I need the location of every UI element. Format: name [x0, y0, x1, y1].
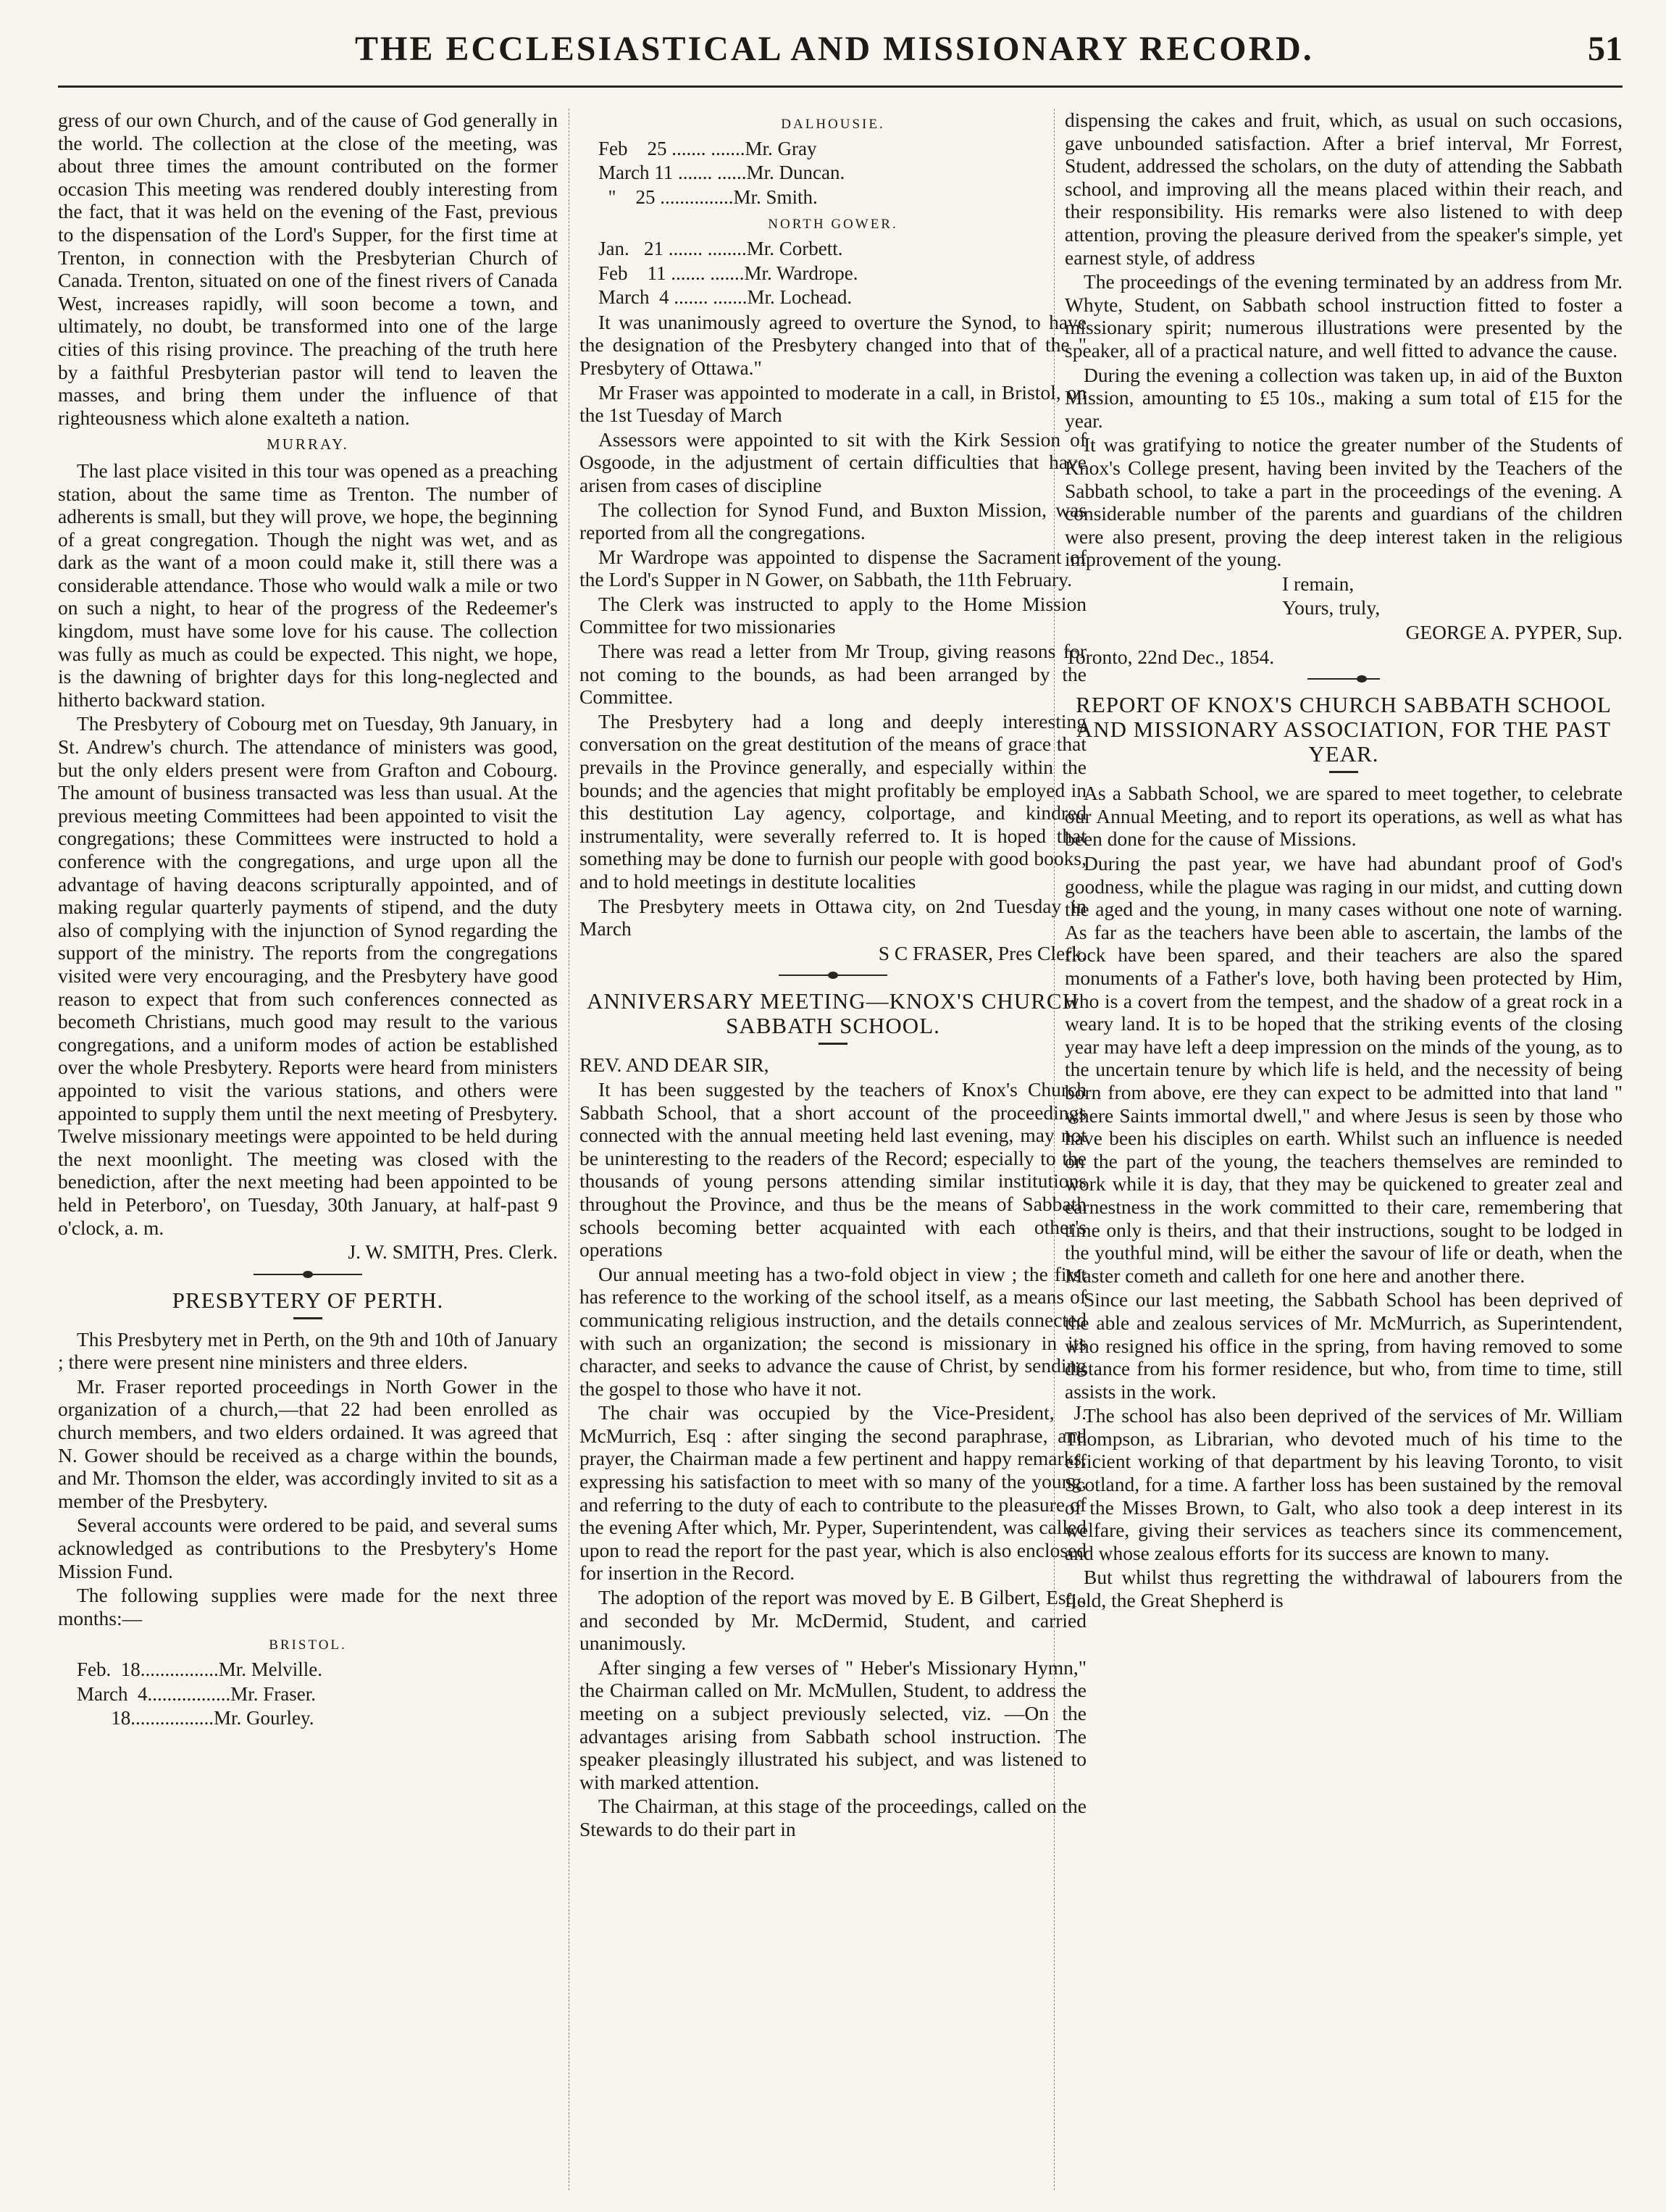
paragraph: There was read a letter from Mr Troup, giving reasons for not coming to the bounds, as had been arranged by the Committee.	[579, 640, 1087, 709]
closing-yours: Yours, truly,	[1282, 596, 1381, 619]
paragraph: Assessors were appointed to sit with the Kirk Session of Osgoode, in the adjustment of certain difficulties that have arisen from cases of discipline	[579, 427, 1087, 496]
paragraph: The Presbytery of Cobourg met on Tuesday, 9th January, in St. Andrew's church. The attendance of ministers was good, but the only elders present were from Grafton and Cobourg. The amount of business transacted was less than usual. At the previous meeting Committees had been appointed to visit the congregations; these Committees were instructed to hold a conference with the congregations, and urge upon all the advantage of having deacons scripturally appointed, and of making regular quarterly payments of stipend, and the duty also of complying with the injunction of Synod regarding the support of the ministry. The reports from the congregations visited were very encouraging, and the Presbytery have good reason to expect that from such conferences connected as becometh Christians, much good may result to the various congregations, and a uniform modes of action be established over the whole Presbytery. Reports were heard from ministers appointed to visit the various stations, and others were appointed to supply them until the next meeting of Presbytery. Twelve missionary meetings were appointed to be held during the next moonlight. The meeting was closed with the benediction, after the next meeting had been appointed to be held in Peterboro', on Tuesday, 30th January, at half-past 9 o'clock, a. m.	[58, 712, 558, 1239]
ornament-rule	[779, 974, 887, 976]
paragraph: The Presbytery meets in Ottawa city, on 2nd Tuesday in March	[579, 894, 1087, 940]
paragraph: As a Sabbath School, we are spared to meet together, to celebrate our Annual Meeting, and to report its operations, as well as what has been done for the cause of Missions.	[1065, 782, 1623, 851]
paragraph: During the evening a collection was taken up, in aid of the Buxton Mission, amounting to £5 10s., making a sum total of £15 for the year.	[1065, 363, 1623, 432]
signature: J. W. SMITH, Pres. Clerk.	[348, 1240, 558, 1264]
section-subhead-murray: MURRAY.	[267, 435, 349, 454]
dateline: Toronto, 22nd Dec., 1854.	[1065, 645, 1275, 668]
paragraph: Mr Wardrope was appointed to dispense the Sacrament of the Lord's Supper in N Gower, on Sabbath, the 11th February.	[579, 545, 1087, 591]
short-rule	[819, 1043, 847, 1045]
short-rule	[1329, 771, 1358, 773]
schedule-line: Jan. 21 ....... ........Mr. Corbett.	[598, 237, 843, 259]
ornament-rule	[254, 1274, 362, 1275]
publication-title: THE ECCLESIASTICAL AND MISSIONARY RECORD.	[355, 30, 1314, 68]
schedule-line: " 25 ...............Mr. Smith.	[598, 185, 818, 208]
salutation: REV. AND DEAR SIR,	[579, 1053, 769, 1077]
ornament-rule	[1307, 678, 1380, 680]
paragraph: After singing a few verses of " Heber's Missionary Hymn," the Chairman called on Mr. McMullen, Student, to address the meeting on a subject previously selected, viz. —On the advantages arising from Sabbath school instruction. The speaker pleasingly illustrated his subject, and was listened to with marked attention.	[579, 1656, 1087, 1793]
schedule-heading-dalhousie: DALHOUSIE.	[781, 117, 885, 132]
column-2	[579, 109, 1087, 2198]
paragraph: The last place visited in this tour was opened as a preaching station, about the same time as Trenton. The number of adherents is small, but they will prove, we hope, the beginning of a great congregation. Though the night was wet, and as dark as the want of a moon could make it, still there was a considerable attendance. Those who would walk a mile or two on such a night, to hear of the progress of the Redeemer's kingdom, must have some love for his cause. The collection was fully as much as could be expected. This night, we hope, is the dawning of brighter days for this long-neglected and hitherto backward station.	[58, 459, 558, 711]
paragraph: Our annual meeting has a two-fold object in view ; the first has reference to the working of the school itself, as a means of communicating religious instruction, and the details connected with such an organization; the second is missionary in its character, and seeks to advance the cause of Christ, by sending the gospel to those who have it not.	[579, 1262, 1087, 1400]
schedule-heading-bristol: BRISTOL.	[269, 1637, 347, 1653]
paragraph: The Clerk was instructed to apply to the Home Mission Committee for two missionaries	[579, 592, 1087, 638]
schedule-line: March 4 ....... .......Mr. Lochead.	[598, 286, 853, 309]
schedule-line: March 11 ....... ......Mr. Duncan.	[598, 162, 845, 184]
short-rule	[293, 1317, 322, 1319]
paragraph: It was unanimously agreed to overture the Synod, to have the designation of the Presbytery changed into that of the " Presbytery of Ottawa."	[579, 310, 1087, 379]
paragraph: Mr Fraser was appointed to moderate in a call, in Bristol, on the 1st Tuesday of March	[579, 380, 1087, 427]
paragraph: The chair was occupied by the Vice-President, J. McMurrich, Esq : after singing the second paraphrase, and prayer, the Chairman made a few pertinent and happy remarks, expressing his satisfaction to meet with so many of the young, and referring to the duty of each to contribute to the pleasure of the evening After which, Mr. Pyper, Superintendent, was called upon to read the report for the past year, which is also enclosed for insertion in the Record.	[579, 1401, 1087, 1585]
schedule-line: Feb 11 ....... .......Mr. Wardrope.	[598, 262, 858, 284]
column-1	[58, 109, 558, 2198]
paragraph: Several accounts were ordered to be paid, and several sums acknowledged as contributions to the Presbytery's Home Mission Fund.	[58, 1514, 558, 1582]
section-heading-perth: PRESBYTERY OF PERTH.	[172, 1287, 444, 1313]
paragraph: dispensing the cakes and fruit, which, as usual on such occasions, gave unbounded satisfaction. After a brief interval, Mr Forrest, Student, addressed the scholars, on the duty of attending the Sabbath school, and improving all the means placed within their reach, and their responsibility. His remarks were also listened to with deep attention, proving the pleasure derived from the speaker's simple, yet earnest style, of address	[1065, 109, 1623, 269]
page-number: 51	[1588, 30, 1623, 68]
schedule-line: 18.................Mr. Gourley.	[77, 1707, 314, 1729]
paragraph: Mr. Fraser reported proceedings in North Gower in the organization of a church,—that 22 had been enrolled as church members, and two elders ordained. It was agreed that N. Gower should be received as a charge within the bounds, and Mr. Thomson the elder, was accordingly invited to sit as a member of the Presbytery.	[58, 1374, 558, 1512]
paragraph: During the past year, we have had abundant proof of God's goodness, while the plague was raging in our midst, and cutting down the aged and the young, in many cases without one note of warning. As far as the teachers have been able to ascertain, the lambs of the flock have been spared, and their teachers are also the spared monuments of a Father's love, both having been protected by Him, who is a covert from the tempest, and the shadow of a great rock in a weary land. It is to be hoped that the striking events of the closing year may have left a deep impression on the minds of the young, as to the uncertain tenure by which life is held, and the necessity of being born from above, ere they can expect to be admitted into that land " where Saints immortal dwell," and where Jesus is seen by those who have been his disciples on earth. Whilst such an influence is needed on the part of the young, the teachers themselves are reminded to work while it is day, that they may be quickened to greater zeal and earnestness in the work committed to their care, remembering that time only is theirs, and that their instructions, sought to be lodged in the youthful mind, will be either the savour of life or death, when the Master cometh and calleth for one here and another there.	[1065, 852, 1623, 1287]
section-heading-report: REPORT OF KNOX'S CHURCH SABBATH SCHOOL AND MISSIONARY ASSOCIATION, FOR THE PAST YEAR.	[1076, 692, 1612, 767]
masthead	[65, 29, 1623, 80]
schedule-heading-north-gower: NORTH GOWER.	[768, 217, 898, 233]
paragraph: The following supplies were made for the next three months:—	[58, 1584, 558, 1629]
paragraph: gress of our own Church, and of the cause of God generally in the world. The collection at the close of the meeting, was about three times the amount contributed on the former occasion This meeting was rendered doubly interesting from the fact, that it was held on the evening of the Fast, previous to the dispensation of the Lord's Supper, for the first time at Trenton, in connection with the Presbyterian Church of Canada. Trenton, situated on one of the finest rivers of Canada West, increases rapidly, will soon become a town, and ultimately, no doubt, be transformed into one of the large cities of this rising province. The preaching of the truth here by a faithful Presbyterian pastor will tend to leaven the masses, and bring them under the influence of that righteousness which alone exalteth a nation.	[58, 109, 558, 429]
column-3	[1065, 109, 1623, 2198]
paragraph: The Presbytery had a long and deeply interesting conversation on the great destitution of the means of grace that prevails in the Province generally, and especially within the bounds; and the agencies that might profitably be employed in this destitution Lay agency, colportage, and kindred instrumentality, were severally referred to. It is hoped that something may be done to furnish our people with good books, and to hold meetings in destitute localities	[579, 709, 1087, 893]
paragraph: It has been suggested by the teachers of Knox's Church Sabbath School, that a short account of the proceedings connected with the annual meeting held last evening, may not be uninteresting to the readers of the Record; especially to the thousands of young persons attending similar institutions throughout the Province, and thus be the means of Sabbath schools becoming better acquainted with each other's operations	[579, 1077, 1087, 1261]
signature: S C FRASER, Pres Clerk.	[878, 941, 1087, 964]
schedule-line: March 4.................Mr. Fraser.	[77, 1682, 316, 1705]
paragraph: Since our last meeting, the Sabbath School has been deprived of the able and zealous services of Mr. McMurrich, as Superintendent, who resigned his office in the spring, from having removed to some distance from his former residence, but who, from time to time, still assists in the work.	[1065, 1288, 1623, 1403]
paragraph: The proceedings of the evening terminated by an address from Mr. Whyte, Student, on Sabbath school instruction fitted to foster a missionary spirit; numerous illustrations were presented by the speaker, all of a practical nature, and well fitted to advance the cause.	[1065, 270, 1623, 362]
paragraph: The Chairman, at this stage of the proceedings, called on the Stewards to do their part in	[579, 1795, 1087, 1840]
paragraph: This Presbytery met in Perth, on the 9th and 10th of January ; there were present nine ministers and three elders.	[58, 1327, 558, 1374]
signature: GEORGE A. PYPER, Sup.	[1405, 621, 1623, 644]
closing-remain: I remain,	[1282, 572, 1355, 595]
schedule-line: Feb. 18................Mr. Melville.	[77, 1658, 322, 1680]
section-heading-anniversary: ANNIVERSARY MEETING—KNOX'S CHURCH SABBATH SCHOOL.	[587, 988, 1079, 1039]
paragraph: The school has also been deprived of the services of Mr. William Thompson, as Librarian, who devoted much of his time to the efficient working of that department by his leaving Toronto, to visit Scotland, for a time. A farther loss has been sustained by the removal of the Misses Brown, to Galt, who also took a deep interest in its welfare, giving their services as teachers since its commencement, and whose zealous efforts for its success are known to many.	[1065, 1404, 1623, 1564]
schedule-line: Feb 25 ....... .......Mr. Gray	[598, 137, 817, 159]
paragraph: But whilst thus regretting the withdrawal of labourers from the field, the Great Shepherd is	[1065, 1566, 1623, 1612]
header-rule	[58, 85, 1623, 88]
paragraph: It was gratifying to notice the greater number of the Students of Knox's College present, having been invited by the Teachers of the Sabbath school, to take a part in the proceedings of the evening. A considerable number of the parents and guardians of the children were also present, proving the deep interest taken in the religious improvement of the young.	[1065, 433, 1623, 571]
paragraph: The collection for Synod Fund, and Buxton Mission, was reported from all the congregations.	[579, 498, 1087, 544]
paragraph: The adoption of the report was moved by E. B Gilbert, Esq , and seconded by Mr. McDermid, Student, and carried unanimously.	[579, 1586, 1087, 1655]
